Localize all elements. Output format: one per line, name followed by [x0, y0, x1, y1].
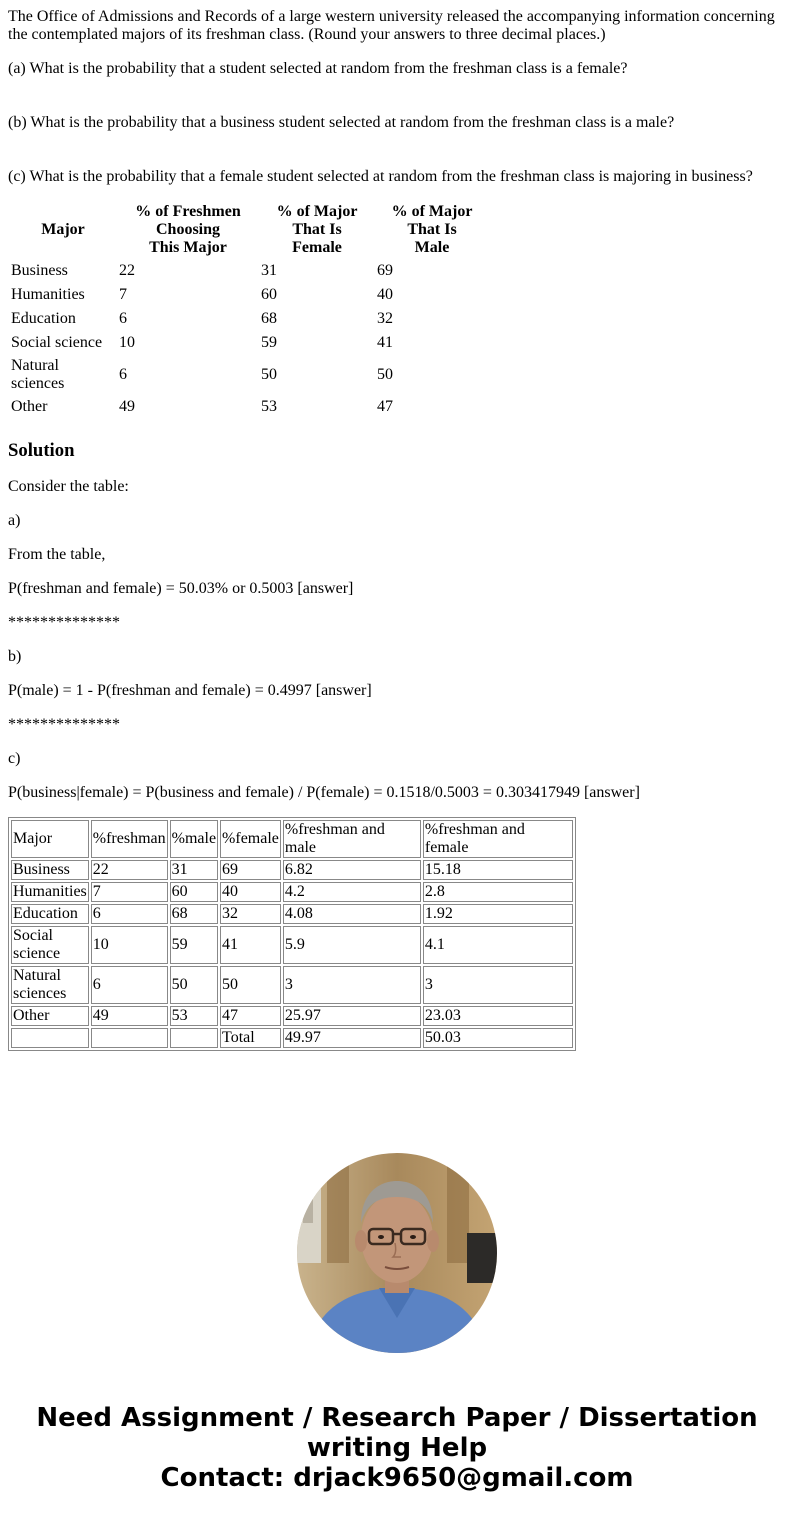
solution-b-label: b): [8, 648, 22, 665]
header-freshmen: % of Freshmen Choosing This Major: [135, 203, 241, 256]
footer-line-1: Need Assignment / Research Paper / Dissertation: [36, 1403, 758, 1433]
table-row: Natural sciences 6 50 50: [11, 357, 393, 392]
avatar: [297, 1153, 497, 1353]
question-a: (a) What is the probability that a student selected at random from the freshman class is a female?: [8, 60, 628, 77]
majors-table: [8, 200, 490, 420]
solution-c-answer: P(business|female) = P(business and female) / P(female) = 0.1518/0.5003 = 0.303417949 [answer]: [8, 784, 640, 801]
table-row-total: Total 49.97 50.03: [11, 1028, 573, 1048]
header-major: Major: [41, 221, 85, 238]
header-male: % of Major That Is Male: [391, 203, 473, 256]
solution-heading: Solution: [8, 440, 75, 461]
solution-a-label: a): [8, 512, 21, 529]
calculation-table: [8, 817, 576, 1051]
header-female: % of Major That Is Female: [276, 203, 358, 256]
avatar-portrait-image: [297, 1153, 497, 1353]
question-b: (b) What is the probability that a business student selected at random from the freshman class is a male?: [8, 114, 675, 131]
footer-contact: Contact: drjack9650@gmail.com: [160, 1463, 634, 1493]
solution-c-label: c): [8, 750, 21, 767]
table-row: Education 6 68 32 4.08 1.92: [11, 904, 573, 924]
document-body: [8, 0, 786, 1051]
table-row: Business 22 31 69: [11, 262, 393, 279]
table-row: Natural sciences 6 50 50 3 3: [11, 966, 573, 1004]
solution-consider: Consider the table:: [8, 478, 129, 495]
table-row: Social science 10 59 41: [11, 334, 393, 351]
solution-a-answer: P(freshman and female) = 50.03% or 0.5003 [answer]: [8, 580, 354, 597]
table-row: Humanities 7 60 40: [11, 286, 393, 303]
footer-line-2: writing Help: [306, 1433, 488, 1463]
table-row: Other 49 53 47: [11, 398, 393, 415]
majors-table-header: [10, 202, 488, 258]
table-row: Education 6 68 32: [11, 310, 393, 327]
table-row: Social science 10 59 41 5.9 4.1: [11, 926, 573, 964]
solution-from-table: From the table,: [8, 546, 106, 563]
calculation-table-header: Major %freshman %male %female %freshman and male %freshman and female: [11, 820, 573, 858]
solution-b-answer: P(male) = 1 - P(freshman and female) = 0.4997 [answer]: [8, 682, 372, 699]
footer-banner: [0, 1403, 794, 1493]
table-row: Business 22 31 69 6.82 15.18: [11, 860, 573, 880]
question-c: (c) What is the probability that a female student selected at random from the freshman class is majoring in business?: [8, 168, 753, 185]
table-row: Humanities 7 60 40 4.2 2.8: [11, 882, 573, 902]
separator-stars: **************: [8, 716, 120, 733]
table-row: Other 49 53 47 25.97 23.03: [11, 1006, 573, 1026]
separator-stars: **************: [8, 614, 120, 631]
problem-intro: The Office of Admissions and Records of a large western university released the accompanying information concerning the contemplated majors of its freshman class. (Round your answers to three decimal places.): [8, 8, 775, 43]
